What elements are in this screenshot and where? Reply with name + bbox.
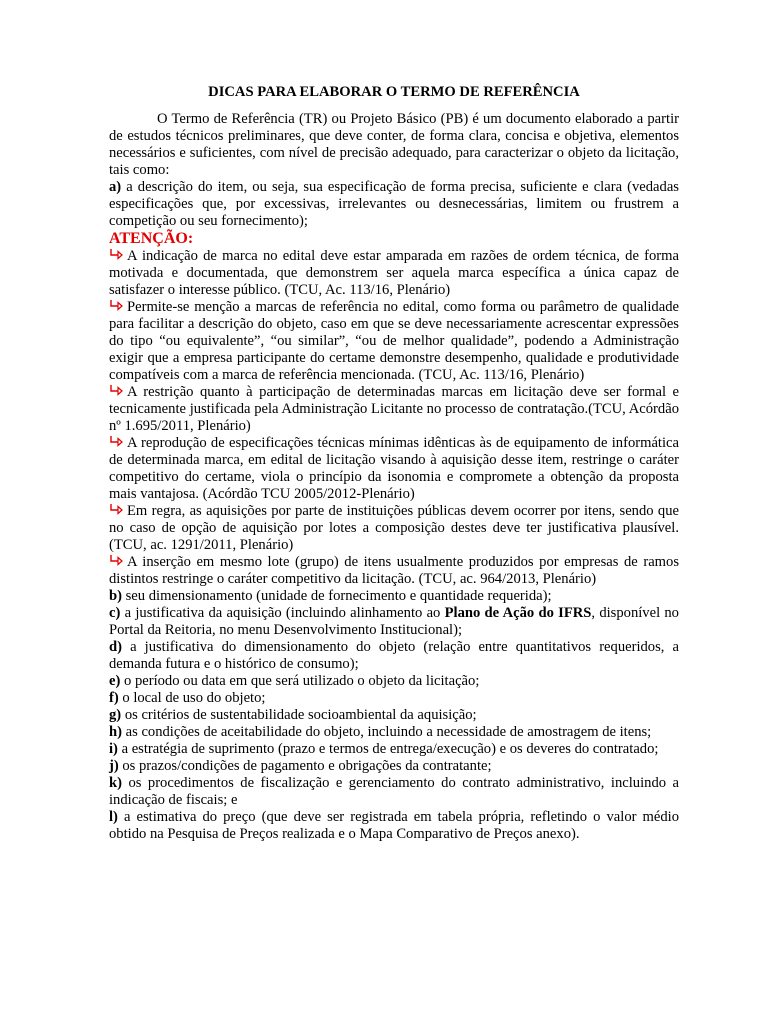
red-bent-arrow-icon xyxy=(109,299,124,312)
document-page xyxy=(109,84,679,843)
note-text: Em regra, as aquisições por parte de instituições públicas devem ocorrer por itens, sendo que no caso de opção de aquisição por lotes a composição destes deve ter justificativa plausível. (TCU, ac. 1291/2011, Plenário) xyxy=(109,503,679,553)
item-letter: g) xyxy=(109,707,122,723)
item-h xyxy=(109,724,679,741)
item-text: , disponível no Portal da Reitoria, no menu Desenvolvimento Institucional); xyxy=(109,605,679,638)
item-letter: a) xyxy=(109,179,122,195)
note-text: A reprodução de especificações técnicas mínimas idênticas às de equipamento de informática de determinada marca, em edital de licitação visando à aquisição desse item, restringe o caráter competitivo do certame, viola o princípio da isonomia e compromete a obtenção da proposta mais vantajosa. (Acórdão TCU 2005/2012-Plenário) xyxy=(109,435,679,502)
item-d xyxy=(109,639,679,673)
note-item xyxy=(109,435,679,503)
item-letter: b) xyxy=(109,588,122,604)
item-letter: f) xyxy=(109,690,119,706)
note-text: Permite-se menção a marcas de referência no edital, como forma ou parâmetro de qualidade para facilitar a descrição do objeto, caso em que se deve necessariamente acrescentar expressões do tipo “ou equivalente”, “ou similar”, “ou de melhor qualidade”, podendo a Administração exigir que a empresa participante do certame demonstre desempenho, qualidade e produtividade compatíveis com a marca de referência mencionada. (TCU, Ac. 113/16, Plenário) xyxy=(109,299,679,383)
item-letter: h) xyxy=(109,724,122,740)
item-i xyxy=(109,741,679,758)
item-text: a descrição do item, ou seja, sua especificação de forma precisa, suficiente e clara (vedadas especificações que, por excessivas, irrelevantes ou desnecessárias, limitem ou frustrem a competição ou seu fornecimento); xyxy=(109,179,679,229)
note-item xyxy=(109,299,679,384)
item-j xyxy=(109,758,679,775)
item-a xyxy=(109,179,679,230)
item-c xyxy=(109,605,679,639)
item-text: o período ou data em que será utilizado o objeto da licitação; xyxy=(120,673,480,689)
item-text: a justificativa do dimensionamento do objeto (relação entre quantitativos requeridos, a demanda futura e o histórico de consumo); xyxy=(109,639,679,672)
item-letter: d) xyxy=(109,639,122,655)
item-letter: k) xyxy=(109,775,122,791)
item-e xyxy=(109,673,679,690)
item-text: os critérios de sustentabilidade socioambiental da aquisição; xyxy=(121,707,477,723)
note-item xyxy=(109,248,679,299)
item-letter: e) xyxy=(109,673,121,689)
red-bent-arrow-icon xyxy=(109,384,124,397)
note-text: A restrição quanto à participação de determinadas marcas em licitação deve ser formal e tecnicamente justificada pela Administração Licitante no processo de contratação.(TCU, Acórdão nº 1.695/2011, Plenário) xyxy=(109,384,679,434)
attention-label: ATENÇÃO: xyxy=(109,230,194,247)
red-bent-arrow-icon xyxy=(109,503,124,516)
note-text: A inserção em mesmo lote (grupo) de itens usualmente produzidos por empresas de ramos distintos restringe o caráter competitivo da licitação. (TCU, ac. 964/2013, Plenário) xyxy=(109,554,679,587)
item-letter: l) xyxy=(109,809,118,825)
plano-acao-ifrs-text: Plano de Ação do IFRS xyxy=(444,605,592,621)
item-letter: c) xyxy=(109,605,121,621)
item-letter: j) xyxy=(109,758,119,774)
item-text: a estimativa do preço (que deve ser registrada em tabela própria, refletindo o valor médio obtido na Pesquisa de Preços realizada e o Mapa Comparativo de Preços anexo). xyxy=(109,809,679,842)
document-title: DICAS PARA ELABORAR O TERMO DE REFERÊNCIA xyxy=(208,84,580,100)
item-text: a estratégia de suprimento (prazo e termos de entrega/execução) e os deveres do contratado; xyxy=(117,741,659,757)
attention-heading xyxy=(109,230,679,248)
red-bent-arrow-icon xyxy=(109,248,124,261)
red-bent-arrow-icon xyxy=(109,554,124,567)
item-text: o local de uso do objeto; xyxy=(118,690,266,706)
item-k xyxy=(109,775,679,809)
item-text: as condições de aceitabilidade do objeto, incluindo a necessidade de amostragem de itens; xyxy=(121,724,652,740)
item-g xyxy=(109,707,679,724)
red-bent-arrow-icon xyxy=(109,435,124,448)
item-text: os procedimentos de fiscalização e gerenciamento do contrato administrativo, incluindo a indicação de fiscais; e xyxy=(109,775,679,808)
note-item xyxy=(109,384,679,435)
item-text: a justificativa da aquisição (incluindo alinhamento ao xyxy=(120,605,445,621)
item-text: seu dimensionamento (unidade de fornecimento e quantidade requerida); xyxy=(121,588,552,604)
note-text: A indicação de marca no edital deve estar amparada em razões de ordem técnica, de forma motivada e documentada, que demonstrem ser aquela marca específica a única capaz de satisfazer o interesse público. (TCU, Ac. 113/16, Plenário) xyxy=(109,248,679,298)
item-l xyxy=(109,809,679,843)
item-f xyxy=(109,690,679,707)
item-letter: i) xyxy=(109,741,118,757)
intro-paragraph: O Termo de Referência (TR) ou Projeto Básico (PB) é um documento elaborado a partir de estudos técnicos preliminares, que deve conter, de forma clara, concisa e objetiva, elementos necessários e suficientes, com nível de precisão adequado, para caracterizar o objeto da licitação, tais como: xyxy=(109,111,679,178)
note-item xyxy=(109,503,679,554)
item-b xyxy=(109,588,679,605)
note-item xyxy=(109,554,679,588)
item-text: os prazos/condições de pagamento e obrigações da contratante; xyxy=(118,758,492,774)
